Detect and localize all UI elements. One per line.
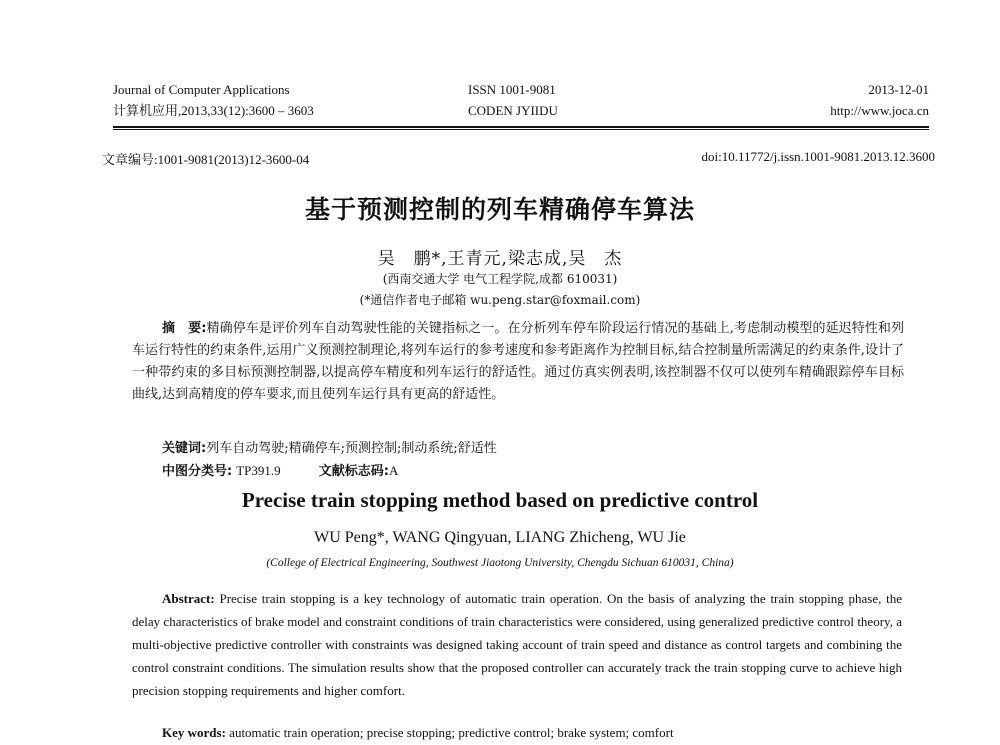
- keywords-en: [162, 725, 674, 741]
- abstract-en: [132, 587, 902, 702]
- clc-value: TP391.9: [236, 463, 281, 478]
- authors-en: WU Peng*, WANG Qingyuan, LIANG Zhicheng, WU Jie: [314, 529, 686, 546]
- clc-label: 中图分类号:: [162, 464, 233, 479]
- coden: CODEN JYIIDU: [468, 103, 558, 118]
- affiliation-en: (College of Electrical Engineering, Southwest Jiaotong University, Chengdu Sichuan 610031, China): [266, 557, 734, 569]
- journal-name-en: Journal of Computer Applications: [113, 82, 290, 97]
- header-rule-thin: [113, 129, 929, 130]
- doc-code-value: A: [388, 463, 399, 478]
- publish-date: 2013-12-01: [868, 82, 929, 97]
- abstract-zh-label: 摘 要:: [162, 321, 207, 336]
- abstract-en-text: Precise train stopping is a key technology of automatic train operation. On the basis of analyzing the train stopping phase, the delay characteristics of brake model and constraint conditions of train characteristics were considered, using generalized predictive control theory, a multi-objective predictive controller with constraints was designed taking account of train speed and distance as control targets and combining the control constraint conditions. The simulation results show that the proposed controller can accurately track the train stopping curve to achieve high precision stopping requirements and higher comfort.: [132, 591, 902, 698]
- classification-line: [162, 460, 398, 479]
- keywords-zh-label: 关键词:: [162, 441, 207, 456]
- keywords-en-label: Key words:: [162, 725, 226, 740]
- abstract-en-label: Abstract:: [162, 591, 215, 606]
- abstract-zh-text: 精确停车是评价列车自动驾驶性能的关键指标之一。在分析列车停车阶段运行情况的基础上,考虑制动模型的延迟特性和列车运行特性的约束条件,运用广义预测控制理论,将列车运行的参考速度和参考距离作为控制目标,结合控制量所需满足的约束条件,设计了一种带约束的多目标预测控制器,以提高停车精度和列车运行的舒适性。通过仿真实例表明,该控制器不仅可以使列车精确跟踪停车目标曲线,达到高精度的停车要求,而且使列车运行具有更高的舒适性。: [132, 321, 904, 402]
- keywords-zh: [162, 437, 497, 456]
- article-number: 文章编号:1001-9081(2013)12-3600-04: [102, 152, 310, 167]
- doi[interactable]: doi:10.11772/j.issn.1001-9081.2013.12.3600: [701, 149, 935, 164]
- journal-citation-zh: 计算机应用,2013,33(12):3600 – 3603: [113, 103, 314, 118]
- header-rule-thick: [113, 126, 929, 128]
- journal-url[interactable]: http://www.joca.cn: [830, 103, 929, 118]
- affiliation-zh: (西南交通大学 电气工程学院,成都 610031): [382, 272, 618, 286]
- title-en: Precise train stopping method based on predictive control: [241, 488, 759, 512]
- abstract-zh: [132, 318, 904, 406]
- corresponding-author-zh: (*通信作者电子邮箱 wu.peng.star@foxmail.com): [359, 293, 641, 307]
- doc-code-label: 文献标志码:: [318, 464, 389, 479]
- keywords-en-text: automatic train operation; precise stopping; predictive control; brake system; comfort: [229, 725, 674, 740]
- authors-zh: 吴 鹏*,王青元,梁志成,吴 杰: [377, 249, 623, 269]
- issn: ISSN 1001-9081: [468, 82, 556, 97]
- keywords-zh-text: 列车自动驾驶;精确停车;预测控制;制动系统;舒适性: [206, 441, 497, 456]
- title-zh: 基于预测控制的列车精确停车算法: [304, 195, 695, 224]
